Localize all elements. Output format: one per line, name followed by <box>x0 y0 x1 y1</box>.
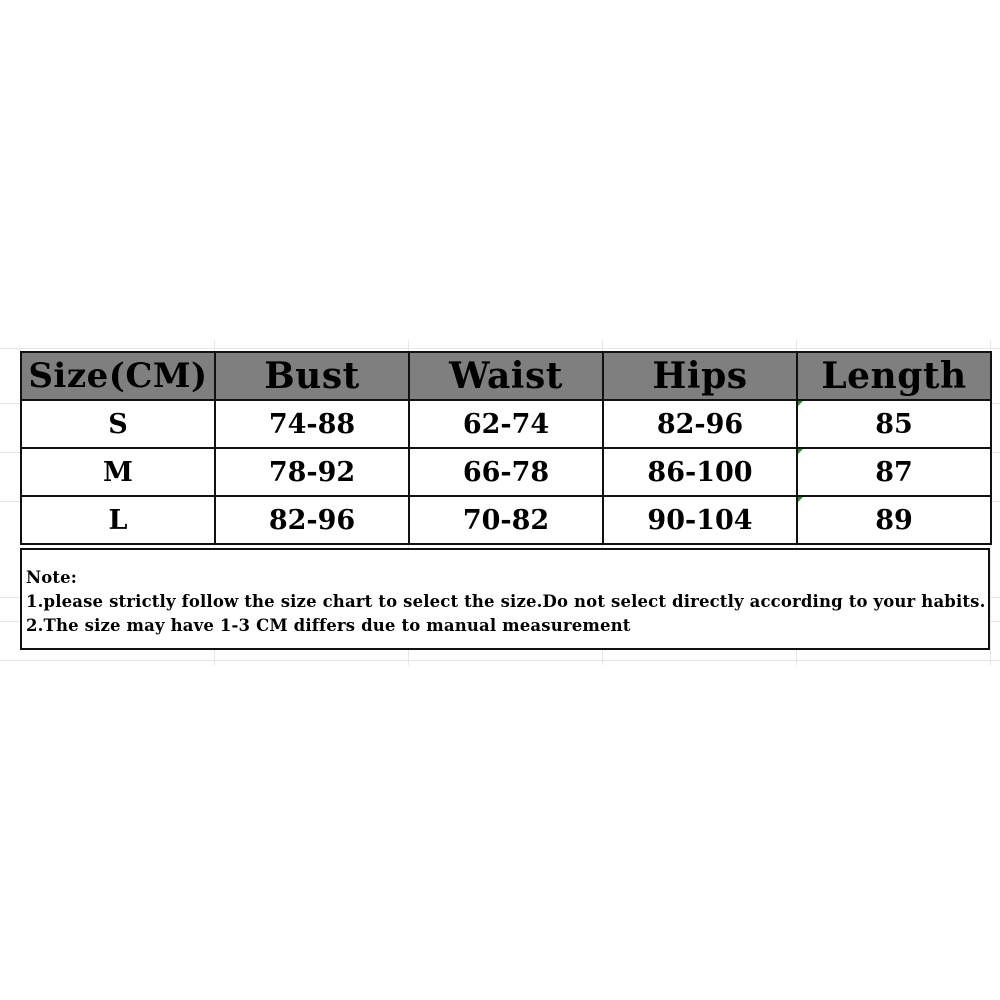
header-size: Size(CM) <box>21 352 215 400</box>
table-row <box>21 448 991 496</box>
hips-cell: 90-104 <box>603 496 797 544</box>
gridline <box>0 660 1000 661</box>
length-cell <box>797 496 991 544</box>
note-title: Note: <box>26 568 78 587</box>
header-hips: Hips <box>603 352 797 400</box>
bust-cell: 74-88 <box>215 400 409 448</box>
bust-cell: 82-96 <box>215 496 409 544</box>
hips-cell: 86-100 <box>603 448 797 496</box>
size-cell: S <box>21 400 215 448</box>
table-row <box>21 400 991 448</box>
gridline <box>0 348 1000 349</box>
note-box <box>20 548 990 650</box>
length-cell <box>797 400 991 448</box>
comment-marker-icon <box>798 497 803 502</box>
length-cell <box>797 448 991 496</box>
size-cell: M <box>21 448 215 496</box>
comment-marker-icon <box>798 401 803 406</box>
waist-cell: 70-82 <box>409 496 603 544</box>
length-value: 85 <box>875 408 913 440</box>
header-waist: Waist <box>409 352 603 400</box>
header-length: Length <box>797 352 991 400</box>
size-chart-table <box>20 351 992 545</box>
length-value: 87 <box>875 456 913 488</box>
length-value: 89 <box>875 504 913 536</box>
comment-marker-icon <box>798 449 803 454</box>
note-line-1: 1.please strictly follow the size chart to select the size.Do not select directly according to your habits. <box>26 592 986 611</box>
header-row <box>21 352 991 400</box>
waist-cell: 62-74 <box>409 400 603 448</box>
note-line-2: 2.The size may have 1-3 CM differs due to manual measurement <box>26 616 631 635</box>
size-cell: L <box>21 496 215 544</box>
bust-cell: 78-92 <box>215 448 409 496</box>
table-row <box>21 496 991 544</box>
header-bust: Bust <box>215 352 409 400</box>
waist-cell: 66-78 <box>409 448 603 496</box>
hips-cell: 82-96 <box>603 400 797 448</box>
